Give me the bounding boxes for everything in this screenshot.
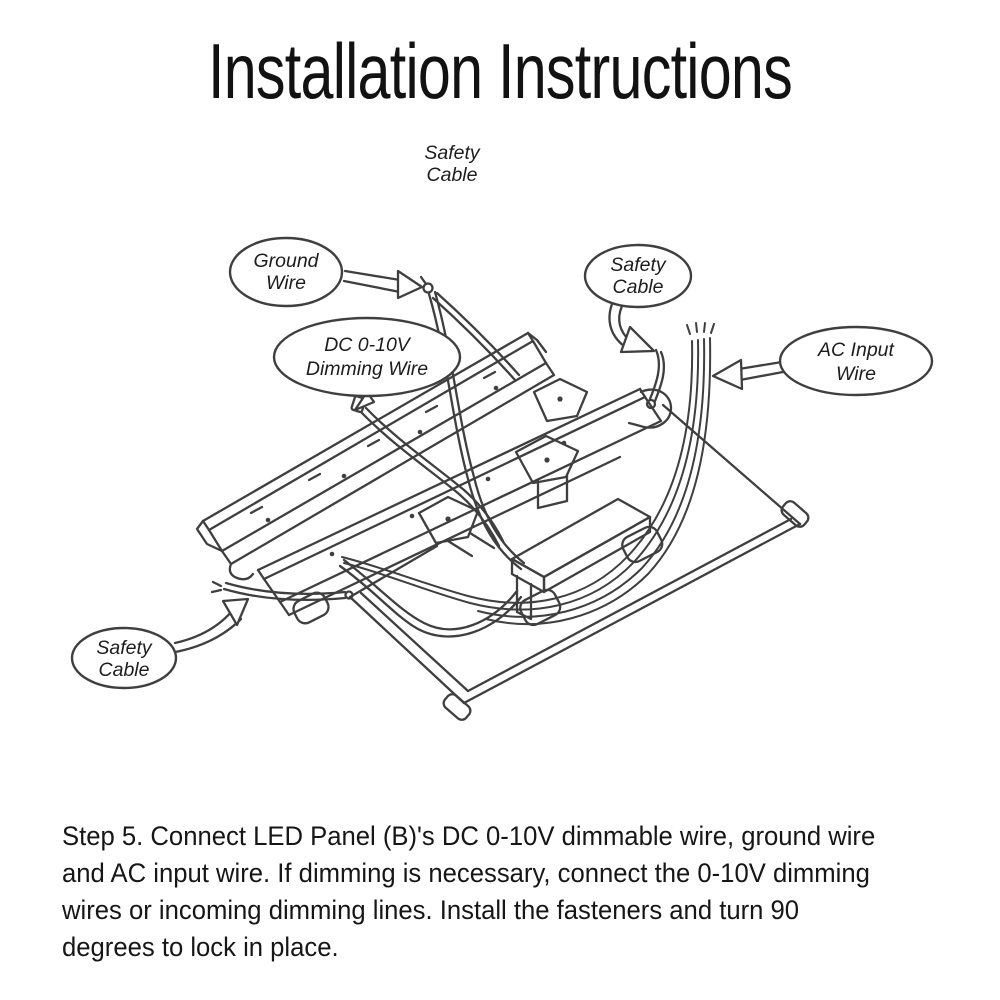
page-title: Installation Instructions	[208, 27, 792, 115]
callout-arrows	[170, 271, 783, 653]
ground-wire-label: Ground	[253, 250, 319, 272]
mounting-rail-lower	[258, 389, 671, 626]
safety-cable-right-arrow	[609, 304, 654, 352]
step-line: Step 5. Connect LED Panel (B)'s DC 0-10V dimmable wire, ground wire	[62, 821, 876, 851]
step-line: wires or incoming dimming lines. Install the fasteners and turn 90	[62, 895, 800, 925]
safety-cable-bottom-label: Cable	[98, 659, 150, 681]
ac-input-label: Wire	[836, 363, 876, 385]
dc-dimming-callout	[274, 318, 460, 396]
ground-wire-label: Wire	[266, 272, 306, 294]
safety-cable-right-label: Cable	[612, 276, 664, 298]
ac-input-label: AC Input	[818, 339, 894, 361]
safety-cable-bottom-arrow	[170, 599, 248, 653]
led-panel	[350, 405, 811, 722]
step-line: degrees to lock in place.	[62, 932, 339, 962]
safety-cable-top-label: Safety	[424, 142, 480, 164]
ac-input-arrow	[713, 360, 783, 389]
ground-wire-arrow	[344, 271, 422, 298]
step-line: and AC input wire. If dimming is necessary, connect the 0-10V dimming	[62, 858, 870, 888]
dc-dimming-label: DC 0-10V	[324, 334, 410, 356]
dc-dimming-label: Dimming Wire	[305, 358, 429, 380]
wire-safety-cable-right	[647, 350, 664, 408]
callout-ellipses	[72, 238, 932, 688]
safety-cable-right-label: Safety	[610, 254, 666, 276]
wire-safety-cable-bottom-left	[212, 582, 353, 600]
callout-labels	[96, 142, 895, 681]
safety-cable-bottom-label: Safety	[96, 637, 152, 659]
safety-cable-top-label: Cable	[426, 164, 478, 186]
